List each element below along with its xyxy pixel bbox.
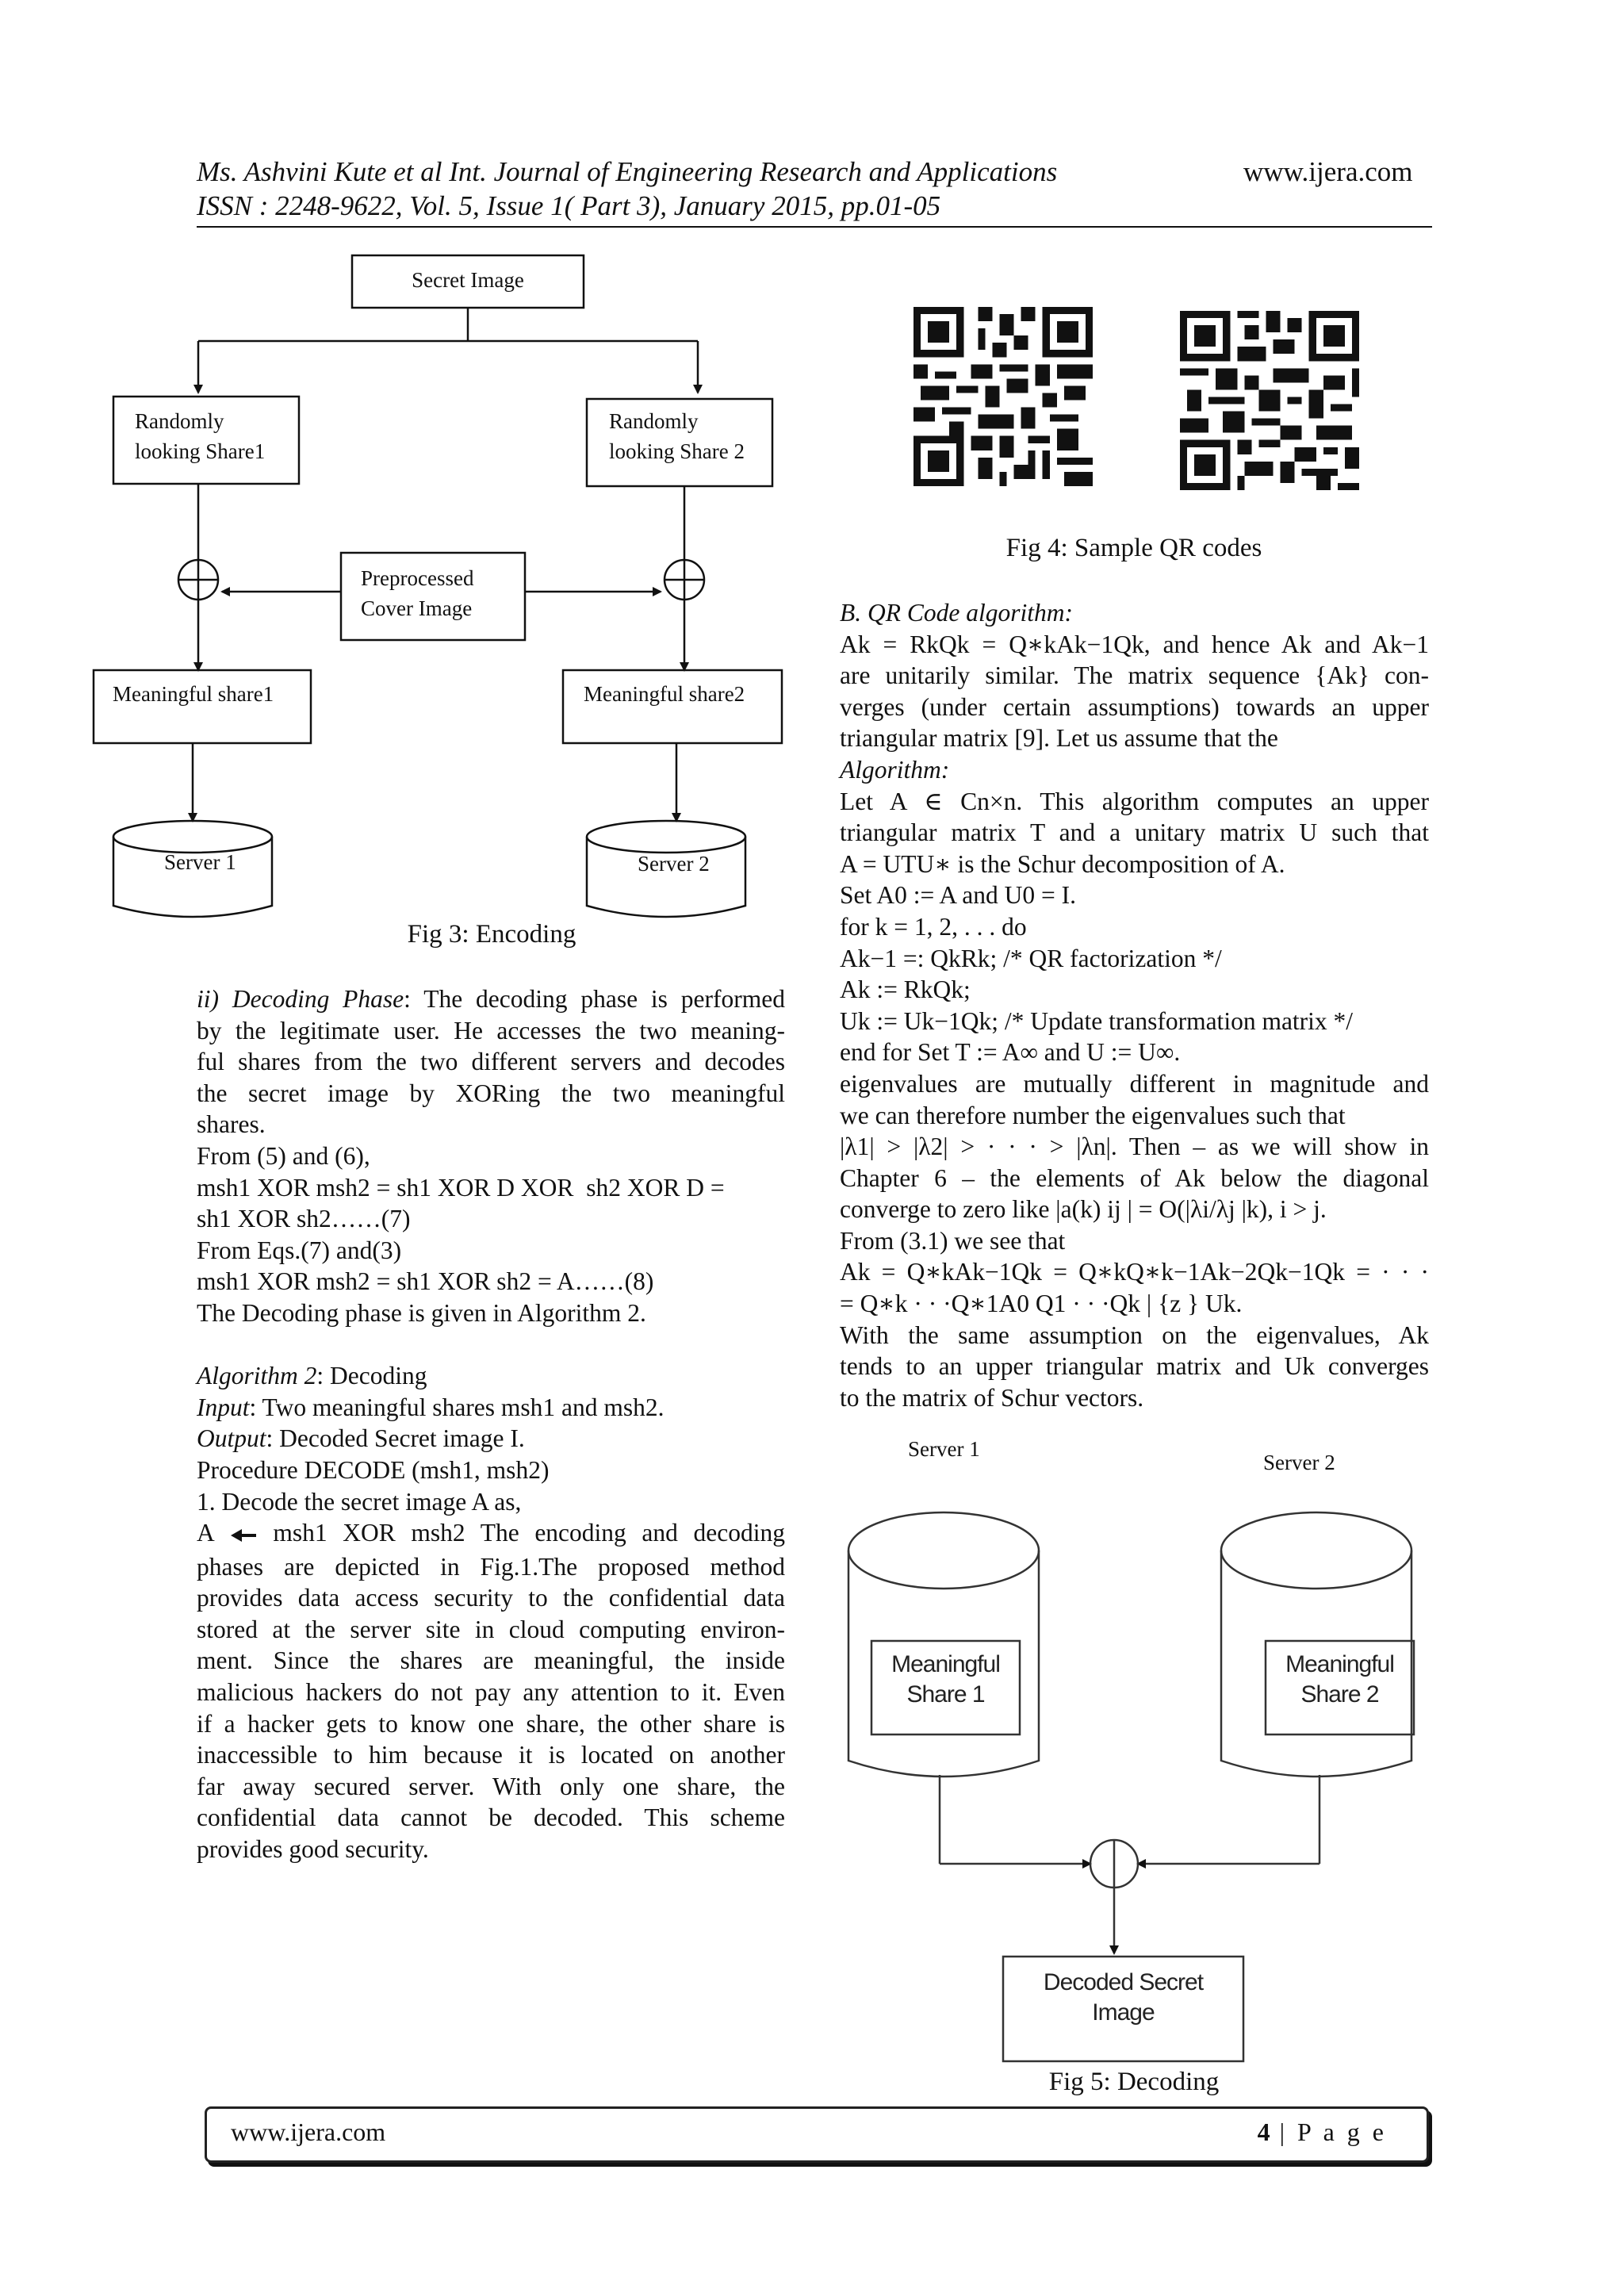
fig4-caption: Fig 4: Sample QR codes: [1005, 534, 1262, 562]
fig3-caption: Fig 3: Encoding: [407, 920, 576, 949]
cover-image-label: Preprocessed Cover Image: [361, 566, 474, 620]
left-arrow-icon: [229, 1520, 258, 1551]
fig5-share2-label: Meaningful Share 2: [1285, 1651, 1394, 1708]
random-share1-label: Randomly looking Share1: [135, 409, 266, 463]
header-rule: [197, 226, 1432, 228]
decoding-phase-heading: ii) Decoding Phase: [197, 985, 404, 1013]
fig5-server2-cylinder: [1221, 1512, 1411, 1777]
fig5-share1-label: Meaningful Share 1: [891, 1651, 1000, 1708]
footer-website: www.ijera.com: [231, 2118, 386, 2146]
meaningful-share1-label: Meaningful share1: [113, 682, 274, 706]
qr-code-2: [1180, 309, 1359, 492]
footer-page-number: 4 | P a g e: [1257, 2118, 1387, 2146]
server1-label: Server 1: [164, 850, 236, 874]
fig5-server1-cylinder: [848, 1512, 1039, 1777]
page-footer: [205, 2106, 1429, 2163]
meaningful-share2-label: Meaningful share2: [584, 682, 745, 706]
left-column-text: ii) Decoding Phase: The decoding phase is performed by the legitimate user. He accesses the two meaning- ful shares from the two different servers and decodes the secret image by XORing the two meaningful shares. From (5) and (6), msh1 XOR msh2 = sh1 XOR D XOR sh2 XOR D = sh1 XOR sh2……(7) From Eqs.(7) and(3) msh1 XOR msh2 = sh1 XOR sh2 = A……(8) The Decoding phase is given in Algorithm 2. Algorithm 2: Decoding Input: Two meaningful shares msh1 and msh2. Output: Decoded Secret image I. Procedure DECODE (msh1, msh2) 1. Decode the secret image A as, A msh1 XOR msh2 The encoding and decoding phases are depicted in Fig.1.The proposed method provides data access security to the confidential data stored at the server site in cloud computing environ- ment. Since the shares are meaningful, the inside malicious hackers do not pay any attention to it. Even if a hacker gets to know one share, the other share is inaccessible to him because it is located on another far away secured server. With only one share, the confidential data cannot be decoded. This scheme provides good security.: [197, 985, 786, 1863]
running-header-issn: ISSN : 2248-9622, Vol. 5, Issue 1( Part 3), January 2015, pp.01-05: [197, 190, 941, 221]
secret-image-label: Secret Image: [412, 268, 524, 292]
fig5-server2-label: Server 2: [1263, 1451, 1335, 1474]
running-header-journal: Ms. Ashvini Kute et al Int. Journal of Engineering Research and Applications: [197, 156, 1058, 187]
server2-label: Server 2: [638, 852, 710, 876]
fig5-server1-label: Server 1: [908, 1437, 980, 1461]
right-column-text: B. QR Code algorithm: Ak = RkQk = Q∗kAk−1Qk, and hence Ak and Ak−1 are unitarily similar. The matrix sequence {Ak} con- verges (under certain assumptions) towards an upper triangular matrix [9]. Let us assume that the Algorithm: Let A ∈ Cn×n. This algorithm computes an upper triangular matrix T and a unitary matrix U such that A = UTU∗ is the Schur decomposition of A. Set A0 := A and U0 = I. for k = 1, 2, . . . do Ak−1 =: QkRk; /* QR factorization */ Ak := RkQk; Uk := Uk−1Qk; /* Update transformation matrix */ end for Set T := A∞ and U := U∞. eigenvalues are mutually different in magnitude and we can therefore number the eigenvalues such that |λ1| > |λ2| > · · · > |λn|. Then – as we will show in Chapter 6 – the elements of Ak below the diagonal converge to zero like |a(k) ij | = O(|λi/λj |k), i > j. From (3.1) we see that Ak = Q∗kAk−1Qk = Q∗kQ∗k−1Ak−2Qk−1Qk = · · · = Q∗k · · ·Q∗1A0 Q1 · · ·Qk | {z } Uk. With the same assumption on the eigenvalues, Ak tends to an upper triangular matrix and Uk converges to the matrix of Schur vectors.: [840, 599, 1429, 1412]
running-header-website: www.ijera.com: [1243, 156, 1413, 187]
random-share2-label: Randomly looking Share 2: [609, 409, 745, 463]
qr-code-1: [914, 305, 1093, 488]
qr-algorithm-heading: B. QR Code algorithm:: [840, 599, 1073, 627]
fig5-caption: Fig 5: Decoding: [1048, 2068, 1220, 2096]
decoded-secret-label: Decoded Secret Image: [1043, 1969, 1204, 2026]
